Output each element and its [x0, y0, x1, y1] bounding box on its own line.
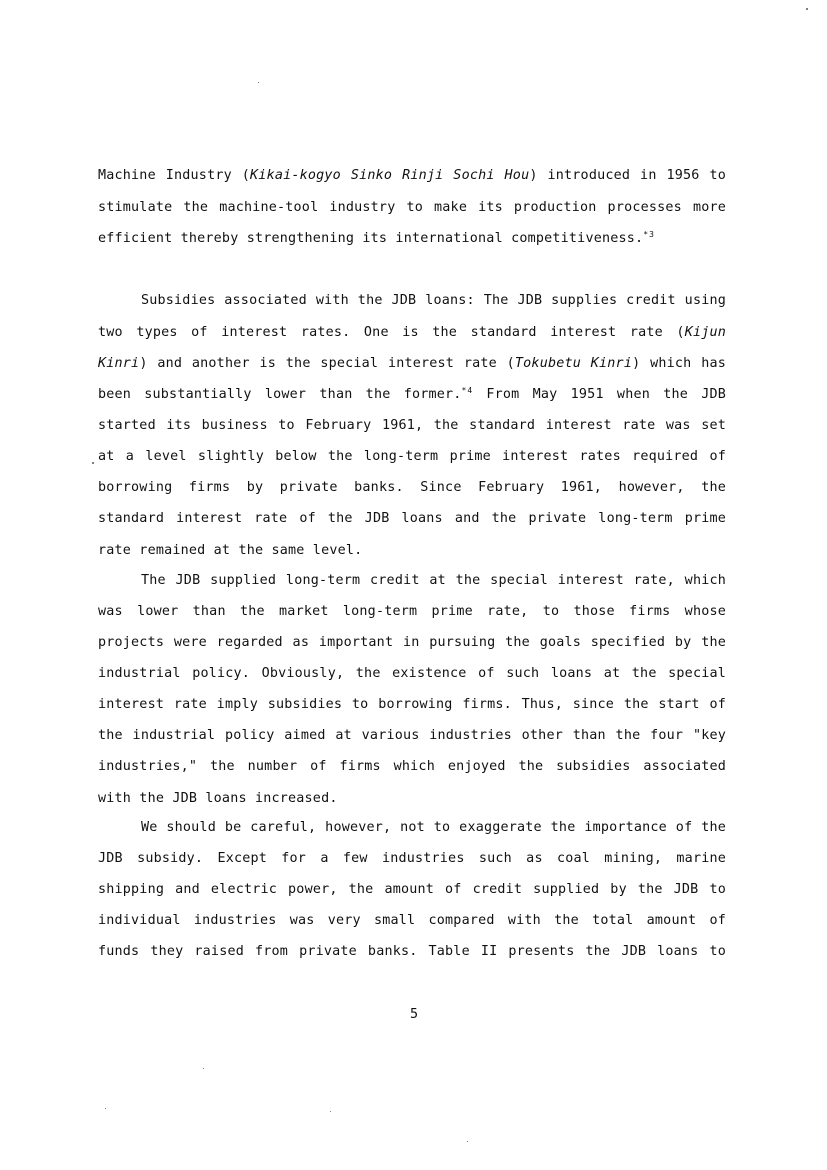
- scan-speck: [330, 1111, 331, 1112]
- paragraph-2-line-9: rate remained at the same level.: [98, 543, 363, 558]
- text-run: two types of interest rates. One is the standard interest rate (: [98, 325, 685, 340]
- paragraph-2-line-2: [98, 323, 726, 343]
- text-run: ) introduced in 1956 to: [529, 168, 726, 183]
- italic-term: Kijun: [684, 325, 726, 340]
- paragraph-3-line-6: the industrial policy aimed at various industries other than the four "key: [98, 728, 726, 743]
- paragraph-3-line-4: industrial policy. Obviously, the existence of such loans at the special: [98, 666, 726, 681]
- text-run: From May 1951 when the JDB: [473, 387, 726, 402]
- paragraph-3-line-7: industries," the number of firms which enjoyed the subsidies associated: [98, 759, 726, 774]
- footnote-marker: *4: [461, 386, 474, 395]
- text-run: been substantially lower than the former.: [98, 387, 462, 402]
- paragraph-3-line-2: was lower than the market long-term prime rate, to those firms whose: [98, 604, 726, 619]
- scan-speck: [467, 1141, 468, 1142]
- scan-speck: [92, 462, 94, 464]
- paragraph-4-line-1: We should be careful, however, not to exaggerate the importance of the: [141, 820, 726, 835]
- scan-speck: [105, 1108, 106, 1109]
- paragraph-2-line-6: at a level slightly below the long-term prime interest rates required of: [98, 449, 726, 464]
- page-number: 5: [409, 1007, 419, 1022]
- italic-term: Kinri: [98, 356, 140, 371]
- paragraph-1-line-3: [98, 229, 726, 249]
- italic-law-name: Kikai-kogyo Sinko Rinji Sochi Hou: [250, 168, 530, 183]
- paragraph-4-line-3: shipping and electric power, the amount of credit supplied by the JDB to: [98, 882, 726, 897]
- paragraph-1-line-2: stimulate the machine-tool industry to make its production processes more: [98, 200, 726, 215]
- paragraph-2-line-3: [98, 354, 726, 374]
- scan-speck: [258, 82, 259, 83]
- text-run: ) and another is the special interest rate (: [139, 356, 515, 371]
- paragraph-3-line-5: interest rate imply subsidies to borrowing firms. Thus, since the start of: [98, 697, 726, 712]
- text-run: Machine Industry (: [98, 168, 251, 183]
- paragraph-1-line-1: [98, 166, 726, 186]
- paragraph-2-line-5: started its business to February 1961, the standard interest rate was set: [98, 418, 726, 433]
- text-run: ) which has: [632, 356, 726, 371]
- paragraph-2-line-7: borrowing firms by private banks. Since February 1961, however, the: [98, 480, 726, 495]
- paragraph-3-line-8: with the JDB loans increased.: [98, 791, 338, 806]
- paragraph-2-line-8: standard interest rate of the JDB loans and the private long-term prime: [98, 511, 726, 526]
- footnote-marker: *3: [643, 230, 655, 239]
- paragraph-3-line-1: The JDB supplied long-term credit at the special interest rate, which: [141, 573, 726, 588]
- paragraph-4-line-5: funds they raised from private banks. Table II presents the JDB loans to: [98, 944, 726, 959]
- paragraph-4-line-4: individual industries was very small compared with the total amount of: [98, 913, 726, 928]
- italic-term: Tokubetu Kinri: [514, 356, 633, 371]
- scan-speck: [806, 8, 808, 10]
- paragraph-4-line-2: JDB subsidy. Except for a few industries such as coal mining, marine: [98, 851, 726, 866]
- paragraph-2-line-4: [98, 385, 726, 405]
- paragraph-2-line-1: Subsidies associated with the JDB loans: The JDB supplies credit using: [141, 293, 726, 308]
- text-run: efficient thereby strengthening its international competitiveness.: [98, 231, 644, 246]
- paragraph-3-line-3: projects were regarded as important in pursuing the goals specified by the: [98, 635, 726, 650]
- scan-speck: [203, 1068, 204, 1069]
